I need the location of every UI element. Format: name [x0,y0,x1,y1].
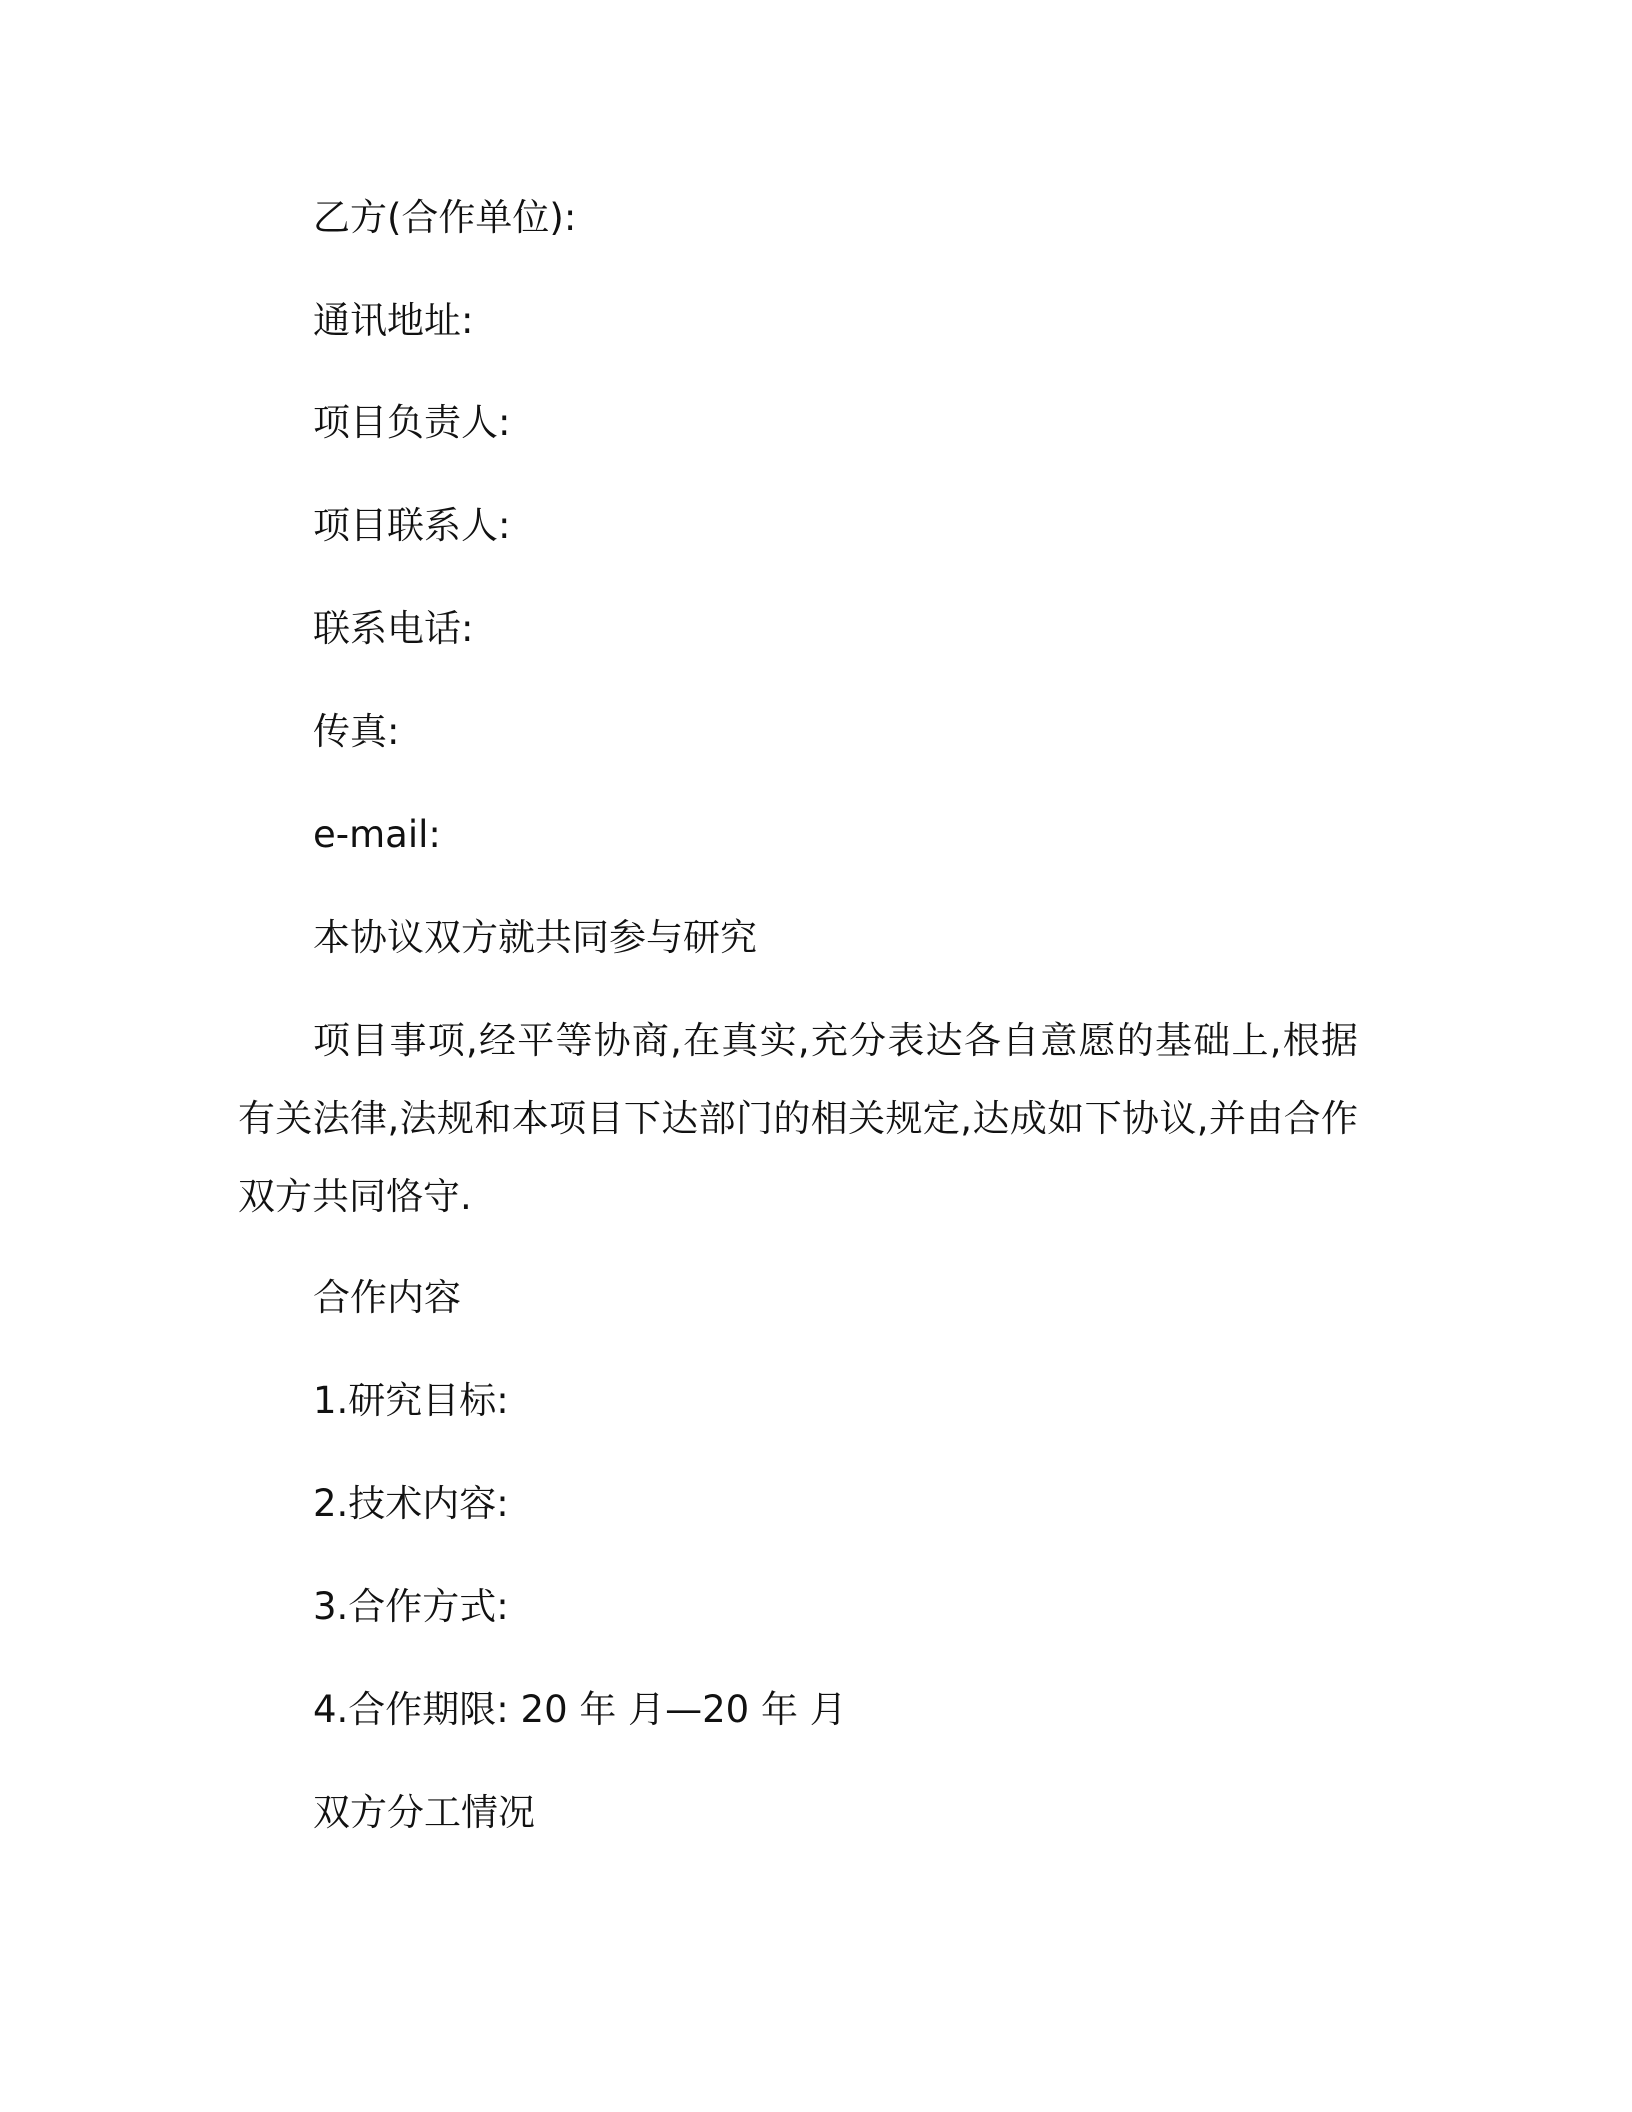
address-field: 通讯地址: [313,299,474,342]
cooperation-heading: 合作内容 [313,1276,461,1319]
project-contact-field: 项目联系人: [313,504,511,547]
cooperation-item-period: 4.合作期限: 20 年 月—20 年 月 [313,1688,847,1731]
intro-paragraph: 项目事项,经平等协商,在真实,充分表达各自意愿的基础上,根据有关法律,法规和本项目下达部门的相关规定,达成如下协议,并由合作双方共同恪守. [238,1019,1358,1218]
cooperation-item-goal: 1.研究目标: [313,1379,509,1422]
phone-field: 联系电话: [313,607,474,650]
cooperation-item-method: 3.合作方式: [313,1585,509,1628]
intro-line: 本协议双方就共同参与研究 [313,916,757,959]
party-b-name-field: 乙方(合作单位): [313,196,577,239]
fax-field: 传真: [313,710,400,753]
project-leader-field: 项目负责人: [313,401,511,444]
email-field: e-mail: [313,813,441,856]
cooperation-item-content: 2.技术内容: [313,1482,509,1525]
division-heading: 双方分工情况 [313,1791,535,1834]
